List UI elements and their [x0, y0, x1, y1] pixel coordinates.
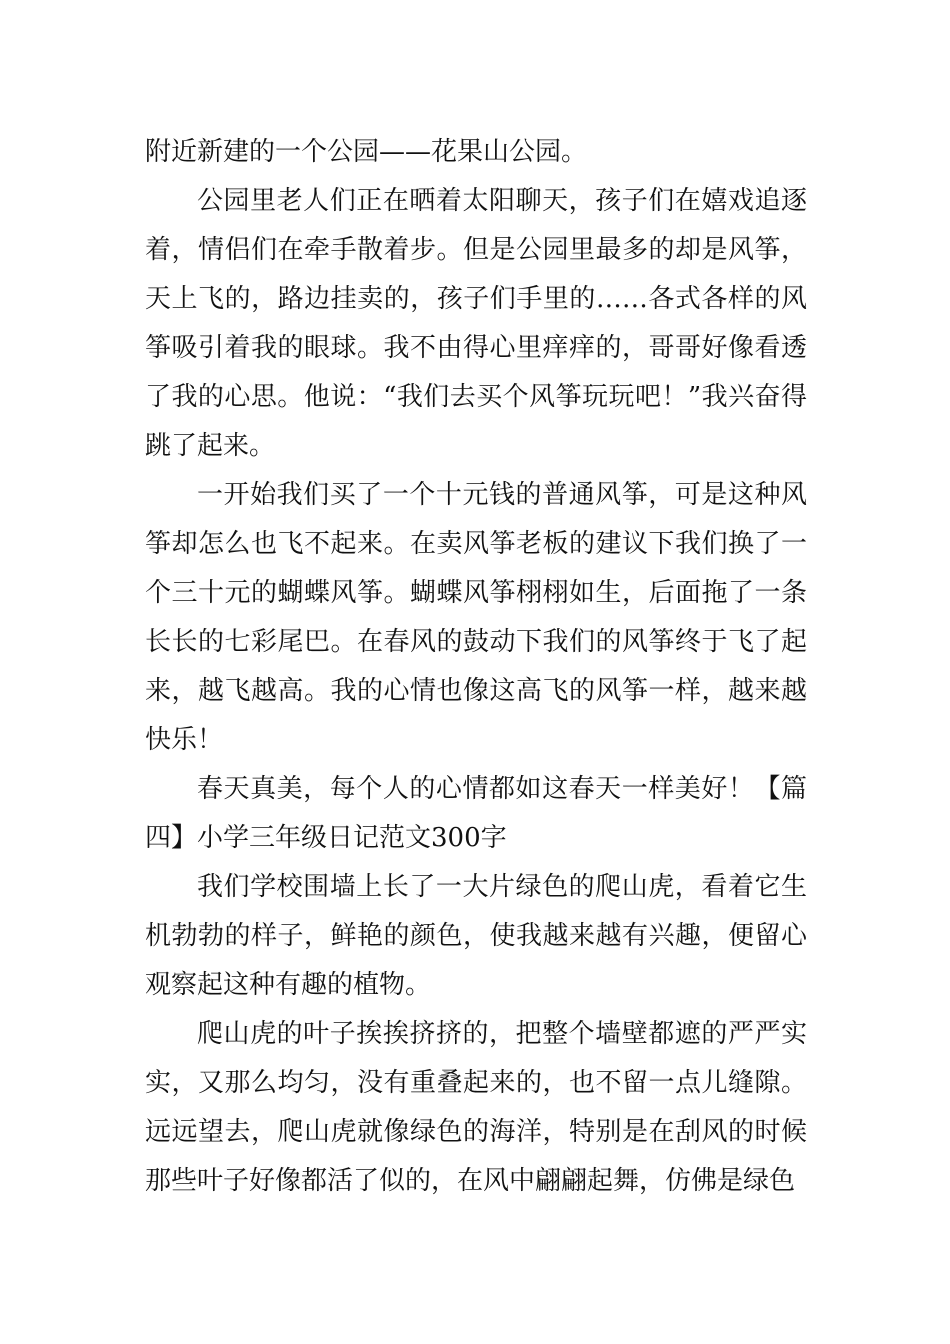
paragraph-6: 爬山虎的叶子挨挨挤挤的，把整个墙壁都遮的严严实实，又那么均匀，没有重叠起来的，也不留一点儿缝隙。远远望去，爬山虎就像绿色的海洋，特别是在刮风的时候那些叶子好像都活了似的，在风中翩翩起舞，仿佛是绿色 [145, 1019, 807, 1196]
paragraph-4: 春天真美，每个人的心情都如这春天一样美好！【篇四】小学三年级日记范文300字 [145, 774, 807, 853]
paragraph-5: 我们学校围墙上长了一大片绿色的爬山虎，看着它生机勃勃的样子，鲜艳的颜色，使我越来越有兴趣，便留心观察起这种有趣的植物。 [145, 872, 807, 1000]
paragraph-3: 一开始我们买了一个十元钱的普通风筝，可是这种风筝却怎么也飞不起来。在卖风筝老板的建议下我们换了一个三十元的蝴蝶风筝。蝴蝶风筝栩栩如生，后面拖了一条长长的七彩尾巴。在春风的鼓动下我们的风筝终于飞了起来，越飞越高。我的心情也像这高飞的风筝一样，越来越快乐！ [145, 480, 807, 755]
paragraph-1: 附近新建的一个公园——花果山公园。 [145, 137, 588, 167]
document-page [145, 128, 807, 1206]
paragraph-2: 公园里老人们正在晒着太阳聊天，孩子们在嬉戏追逐着，情侣们在牵手散着步。但是公园里最多的却是风筝，天上飞的，路边挂卖的，孩子们手里的……各式各样的风筝吸引着我的眼球。我不由得心里痒痒的，哥哥好像看透了我的心思。他说：“我们去买个风筝玩玩吧！”我兴奋得跳了起来。 [145, 186, 807, 461]
